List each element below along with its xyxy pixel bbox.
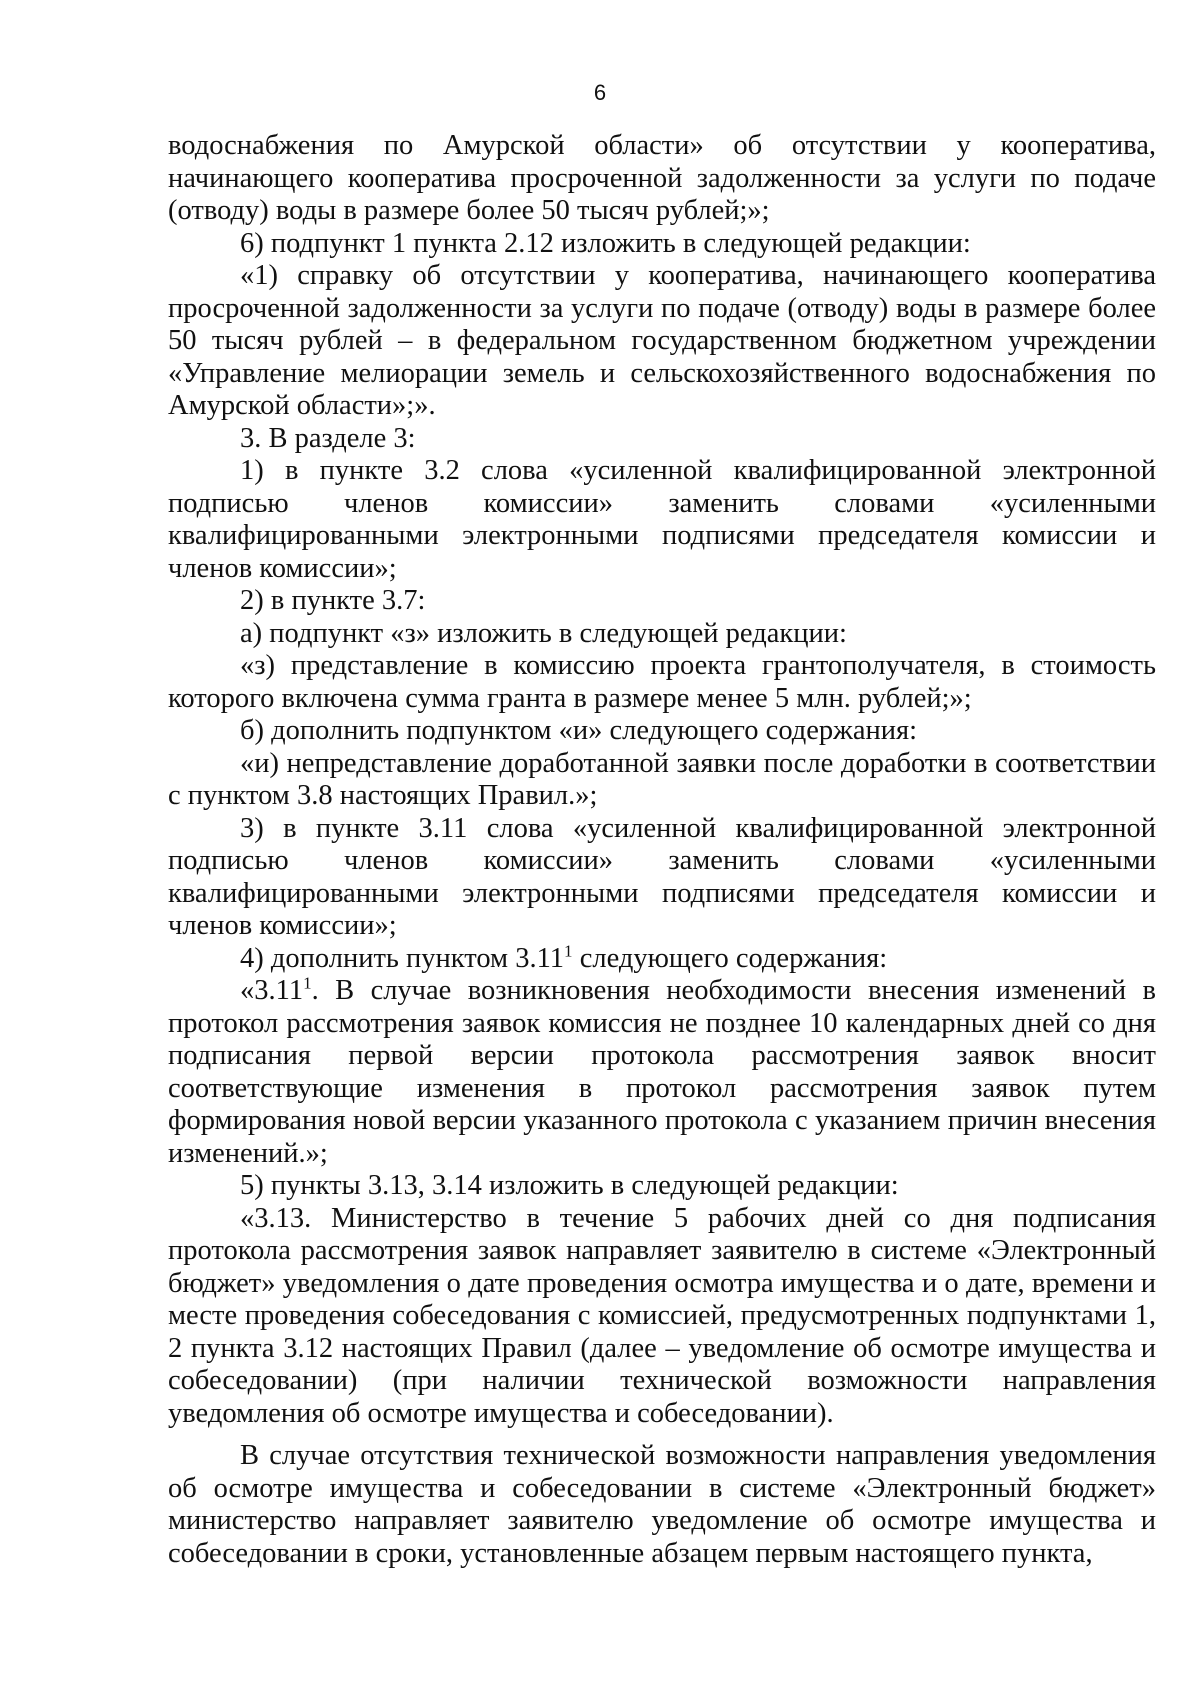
paragraph-text: следующего содержания:	[572, 942, 888, 974]
paragraph: «з) представление в комиссию проекта грантополучателя, в стоимость которого включена сумма гранта в размере менее 5 млн. рублей;»;	[168, 650, 1156, 714]
paragraph	[168, 975, 1156, 1170]
superscript: 1	[303, 973, 312, 993]
paragraph: 1) в пункте 3.2 слова «усиленной квалифицированной электронной подписью членов комиссии» заменить словами «усиленными квалифицированными электронными подписями председателя комиссии и членов комиссии»;	[168, 455, 1156, 584]
page-number: 6	[593, 80, 607, 105]
paragraph: 5) пункты 3.13, 3.14 изложить в следующей редакции:	[240, 1170, 899, 1201]
paragraph: «3.13. Министерство в течение 5 рабочих дней со дня подписания протокола рассмотрения заявок направляет заявителю в системе «Электронный бюджет» уведомления о дате проведения осмотра имущества и о дате, времени и месте проведения собеседования с комиссией, предусмотренных подпунктами 1, 2 пункта 3.12 настоящих Правил (далее – уведомление об осмотре имущества и собеседовании) (при наличии технической возможности направления уведомления об осмотре имущества и собеседовании).	[168, 1202, 1156, 1429]
paragraph	[168, 943, 1156, 976]
paragraph: В случае отсутствия технической возможности направления уведомления об осмотре имущества и собеседовании в системе «Электронный бюджет» министерство направляет заявителю уведомление об осмотре имущества и собеседовании в сроки, установленные абзацем первым настоящего пункта,	[168, 1440, 1156, 1569]
paragraph: 3. В разделе 3:	[240, 422, 416, 454]
paragraph-text: . В случае возникновения необходимости внесения изменений в протокол рассмотрения заявок комиссия не позднее 10 календарных дней со дня подписания первой версии протокола рассмотрения заявок вносит соответствующие изменения в протокол рассмотрения заявок путем формирования новой версии указанного протокола с указанием причин внесения изменений.»;	[168, 975, 1156, 1169]
paragraph: 6) подпункт 1 пункта 2.12 изложить в следующей редакции:	[240, 227, 971, 259]
paragraph-text: «3.11	[240, 975, 304, 1006]
paragraph: водоснабжения по Амурской области» об отсутствии у кооператива, начинающего кооператива просроченной задолженности за услуги по подаче (отводу) воды в размере более 50 тысяч рублей;»;	[168, 130, 1156, 226]
paragraph: 3) в пункте 3.11 слова «усиленной квалифицированной электронной подписью членов комиссии» заменить словами «усиленными квалифицированными электронными подписями председателя комиссии и членов комиссии»;	[168, 812, 1156, 941]
paragraph-text: 4) дополнить пунктом 3.11	[240, 942, 565, 974]
paragraph: «и) непредставление доработанной заявки после доработки в соответствии с пунктом 3.8 настоящих Правил.»;	[168, 747, 1156, 811]
paragraph: 2) в пункте 3.7:	[240, 585, 426, 616]
paragraph: а) подпункт «з» изложить в следующей редакции:	[240, 617, 847, 649]
superscript: 1	[564, 941, 573, 960]
document-body	[168, 130, 1156, 1570]
paragraph: б) дополнить подпунктом «и» следующего содержания:	[240, 715, 918, 746]
paragraph: «1) справку об отсутствии у кооператива, начинающего кооператива просроченной задолженности за услуги по подаче (отводу) воды в размере более 50 тысяч рублей – в федеральном государственном бюджетном учреждении «Управление мелиорации земель и сельскохозяйственного водоснабжения по Амурской области»;».	[168, 260, 1156, 421]
